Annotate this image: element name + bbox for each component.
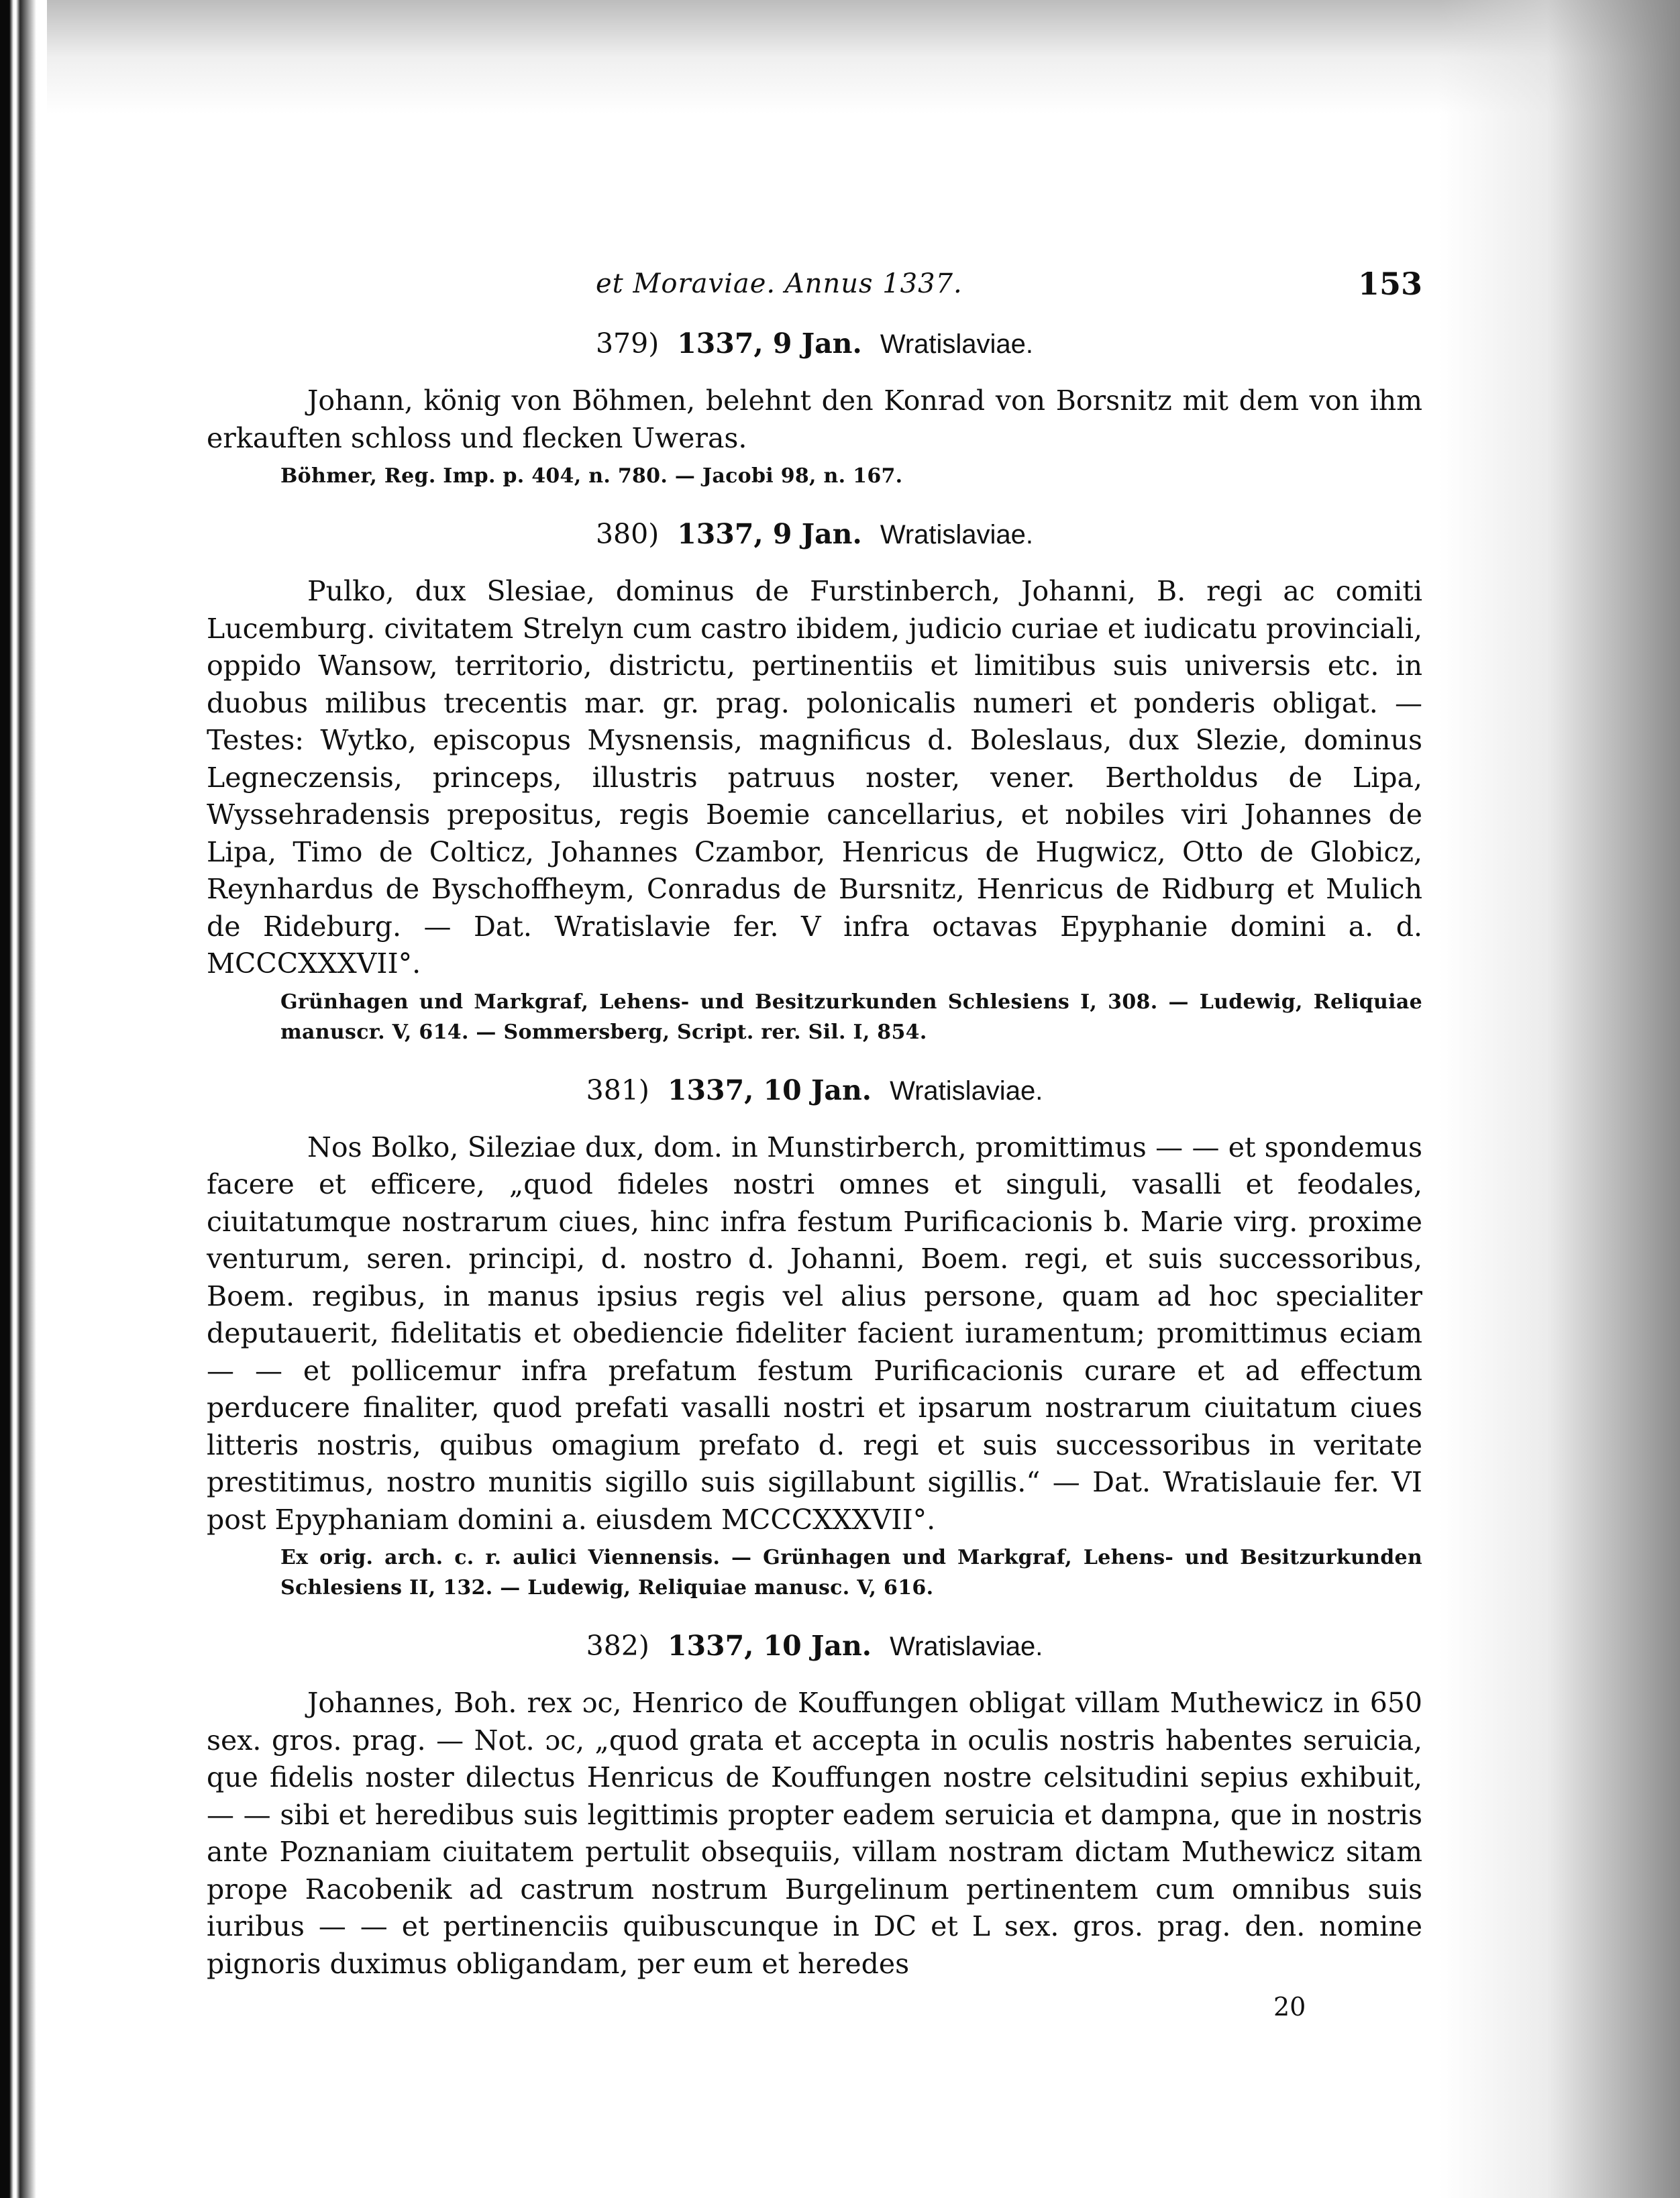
running-title: et Moraviae. Annus 1337. xyxy=(596,268,963,299)
entry-place: Wratislaviae. xyxy=(880,520,1034,550)
signature-number: 20 xyxy=(1273,1992,1306,2022)
entry-source: Ex orig. arch. c. r. aulici Viennensis. — Grünhagen und Markgraf, Lehens- und Besitzurkunden Schlesiens II, 132. — Ludewig, Reliquiae manusc. V, 616. xyxy=(280,1546,1422,1600)
entry-number: 379) xyxy=(595,327,660,360)
entry-place: Wratislaviae. xyxy=(890,1076,1043,1106)
entry-date: 1337, 10 Jan. xyxy=(667,1630,872,1662)
entry-body: Johann, könig von Böhmen, belehnt den Konrad von Borsnitz mit dem von ihm erkauften schloss und flecken Uweras. xyxy=(207,384,1422,454)
entry-place: Wratislaviae. xyxy=(880,329,1034,359)
entry-body: Pulko, dux Slesiae, dominus de Furstinberch, Johanni, B. regi ac comiti Lucemburg. civitatem Strelyn cum castro ibidem, judicio curiae et iudicatu provinciali, oppido Wansow, territorio, districtu, pertinentiis et limitibus suis universis etc. in duobus milibus trecentis mar. gr. prag. polonicalis numeri et ponderis obligat. — Testes: Wytko, episcopus Mysnensis, magnificus d. Boleslaus, dux Slezie, dominus Legneczensis, princeps, illustris patruus noster, vener. Bertholdus de Lipa, Wyssehradensis prepositus, regis Boemie cancellarius, et nobiles viri Johannes de Lipa, Timo de Colticz, Johannes Czambor, Henricus de Hugwicz, Otto de Globicz, Reynhardus de Byschoffheym, Conradus de Bursnitz, Henricus de Ridburg et Mulich de Rideburg. — Dat. Wratislavie fer. V infra octavas Epyphanie domini a. d. MCCCXXXVII°. xyxy=(207,575,1422,980)
document-page xyxy=(207,268,1422,2026)
running-header xyxy=(207,268,1422,311)
scan-shadow-top xyxy=(0,0,1680,114)
entry-body: Nos Bolko, Sileziae dux, dom. in Munstirberch, promittimus — — et spondemus facere et efficere, „quod fideles nostri omnes et singuli, vasalli et feodales, ciuitatumque nostrarum ciues, hinc infra festum Purificacionis b. Marie virg. proxime venturum, seren. principi, d. nostro d. Johanni, Boem. regi, et suis successoribus, Boem. regibus, in manus ipsius regis vel alius persone, quam ad hoc specialiter deputauerit, fidelitatis et obediencie fideliter facient iuramentum; promittimus eciam — — et pollicemur infra prefatum festum Purificacionis curare et ad effectum perducere finaliter, quod prefati vasalli nostri et ipsarum nostrarum ciuitatum ciues litteris nostris, quibus omagium prefato d. regi et suis successoribus in veritate prestitimus, nostro munitis sigillo suis sigillabunt sigillis.“ — Dat. Wratislauie fer. VI post Epyphaniam domini a. eiusdem MCCCXXXVII°. xyxy=(207,1131,1422,1536)
entry-number: 382) xyxy=(586,1630,649,1662)
entry-body: Johannes, Boh. rex ɔc, Henrico de Kouffungen obligat villam Muthewicz in 650 sex. gros. prag. — Not. ɔc, „quod grata et accepta in oculis nostris habentes seruicia, que fidelis noster dilectus Henricus de Kouffungen nostre celsitudini sepius exhibuit, — — sibi et heredibus suis legittimis propter eadem seruicia et dampna, que in nostris ante Poznaniam ciuitatem pertulit obsequiis, villam nostram dictam Muthewicz sitam prope Racobenik ad castrum nostrum Burgelinum pertinentem cum omnibus suis iuribus — — et pertinenciis quibuscunque in DC et L sex. gros. prag. den. nomine pignoris duximus obligandam, per eum et heredes xyxy=(207,1687,1422,1980)
scan-shadow-right xyxy=(1438,0,1680,2198)
entry-date: 1337, 9 Jan. xyxy=(677,327,862,360)
entry-381 xyxy=(207,1074,1422,1604)
entry-heading xyxy=(207,327,1422,360)
entry-heading xyxy=(207,1630,1422,1662)
entry-number: 381) xyxy=(586,1074,649,1106)
scan-border-left xyxy=(0,0,47,2198)
signature-mark xyxy=(207,1992,1422,2026)
entry-379 xyxy=(207,327,1422,491)
entry-source: Böhmer, Reg. Imp. p. 404, n. 780. — Jacobi 98, n. 167. xyxy=(280,464,903,488)
entry-source: Grünhagen und Markgraf, Lehens- und Besitzurkunden Schlesiens I, 308. — Ludewig, Reliquiae manuscr. V, 614. — Sommersberg, Script. rer. Sil. I, 854. xyxy=(280,990,1422,1044)
entry-date: 1337, 9 Jan. xyxy=(677,518,862,550)
entry-382 xyxy=(207,1630,1422,1983)
entry-number: 380) xyxy=(595,518,660,550)
entry-date: 1337, 10 Jan. xyxy=(667,1074,872,1106)
page-number: 153 xyxy=(1357,266,1422,302)
entry-380 xyxy=(207,518,1422,1047)
entry-heading xyxy=(207,1074,1422,1106)
entry-heading xyxy=(207,518,1422,550)
entry-place: Wratislaviae. xyxy=(890,1632,1043,1661)
